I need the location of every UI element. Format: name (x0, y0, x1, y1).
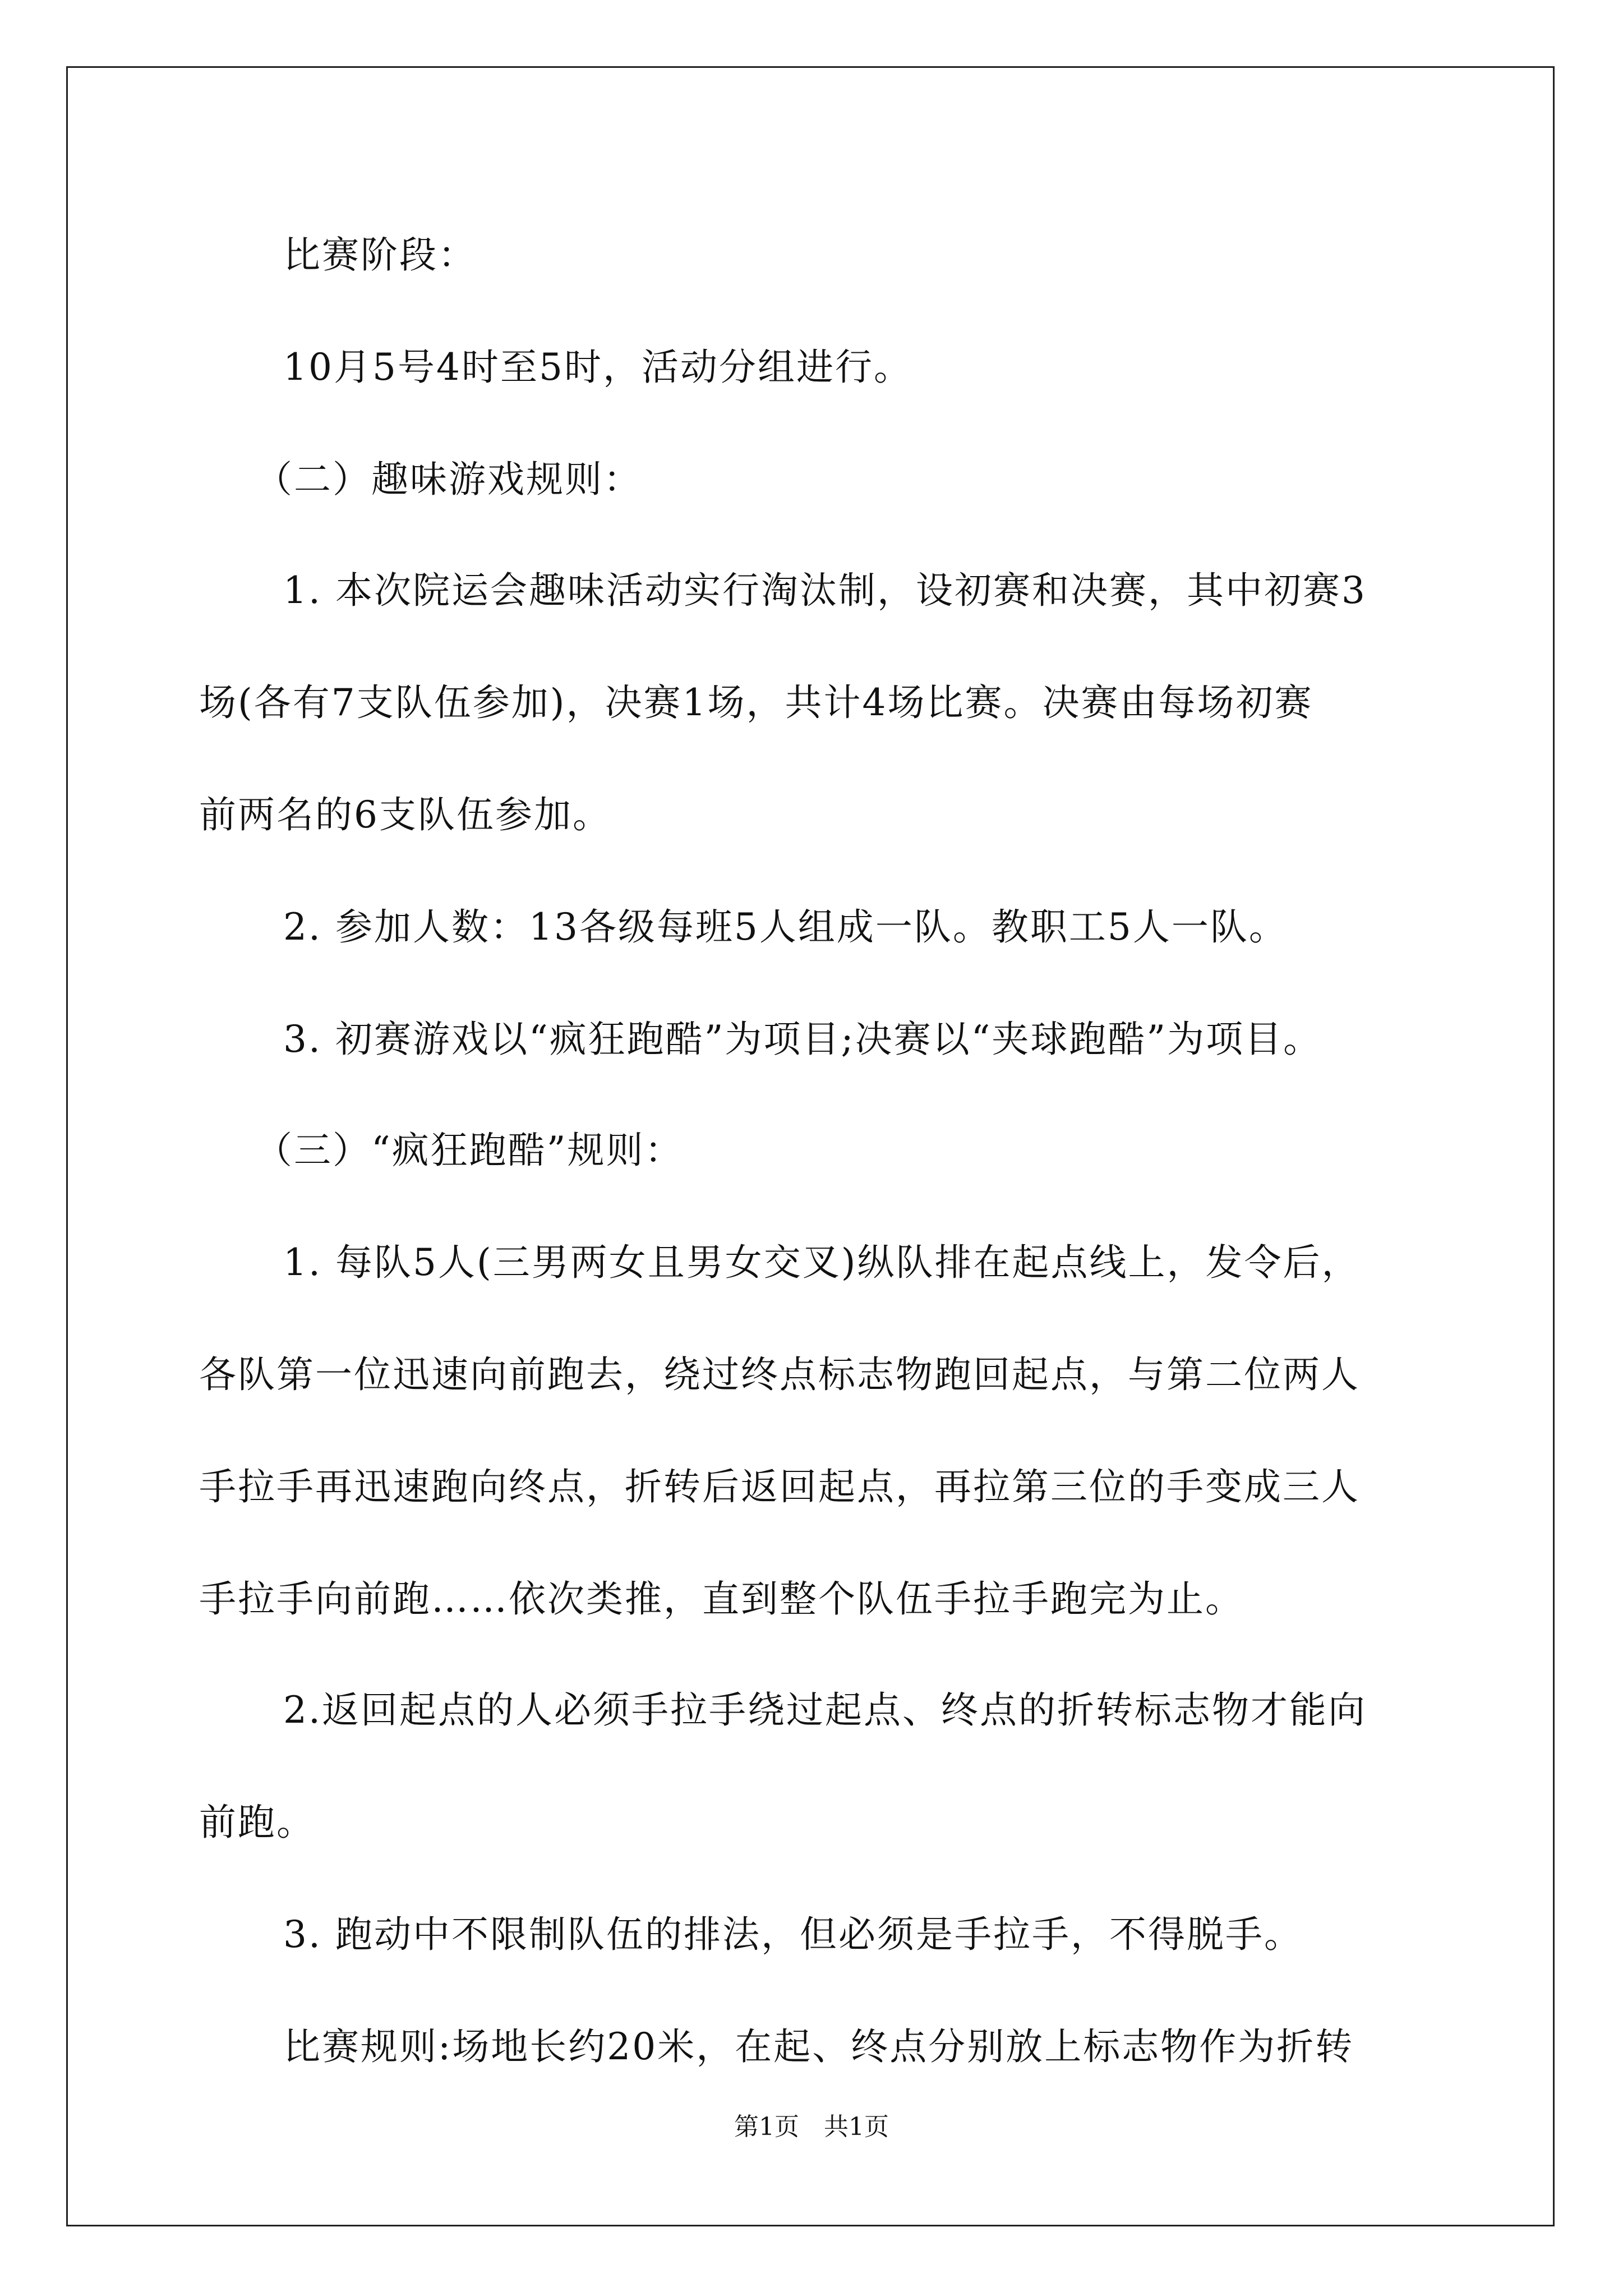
text-line: 场(各有7支队伍参加)，决赛1场，共计4场比赛。决赛由每场初赛 (199, 681, 1313, 724)
text-line: 1. 每队5人(三男两女且男女交叉)纵队排在起点线上，发令后， (283, 1241, 1361, 1284)
text-line: 手拉手向前跑……依次类推，直到整个队伍手拉手跑完为止。 (199, 1577, 1244, 1621)
text-line: 2. 参加人数：13各级每班5人组成一队。教职工5人一队。 (283, 905, 1288, 949)
text-line: 比赛规则:场地长约20米，在起、终点分别放上标志物作为折转 (283, 2025, 1354, 2068)
text-line: 前两名的6支队伍参加。 (199, 793, 611, 836)
section-heading: （三）“疯狂跑酷”规则： (255, 1129, 684, 1172)
text-line: 3. 跑动中不限制队伍的排法，但必须是手拉手，不得脱手。 (283, 1913, 1303, 1956)
text-line: 3. 初赛游戏以“疯狂跑酷”为项目;决赛以“夹球跑酷”为项目。 (283, 1018, 1322, 1061)
text-line: 2.返回起点的人必须手拉手绕过起点、终点的折转标志物才能向 (283, 1688, 1367, 1732)
page-number-footer: 第1页 共1页 (734, 2113, 889, 2141)
text-line: 各队第一位迅速向前跑去，绕过终点标志物跑回起点，与第二位两人 (199, 1353, 1360, 1396)
text-line: 前跑。 (199, 1801, 315, 1844)
text-line: 1. 本次院运会趣味活动实行淘汰制，设初赛和决赛，其中初赛3 (283, 569, 1367, 612)
text-line: 10月5号4时至5时，活动分组进行。 (283, 346, 912, 389)
text-line: 比赛阶段： (283, 233, 477, 277)
section-heading: （二）趣味游戏规则： (255, 458, 642, 501)
text-line: 手拉手再迅速跑向终点，折转后返回起点，再拉第三位的手变成三人 (199, 1465, 1360, 1508)
